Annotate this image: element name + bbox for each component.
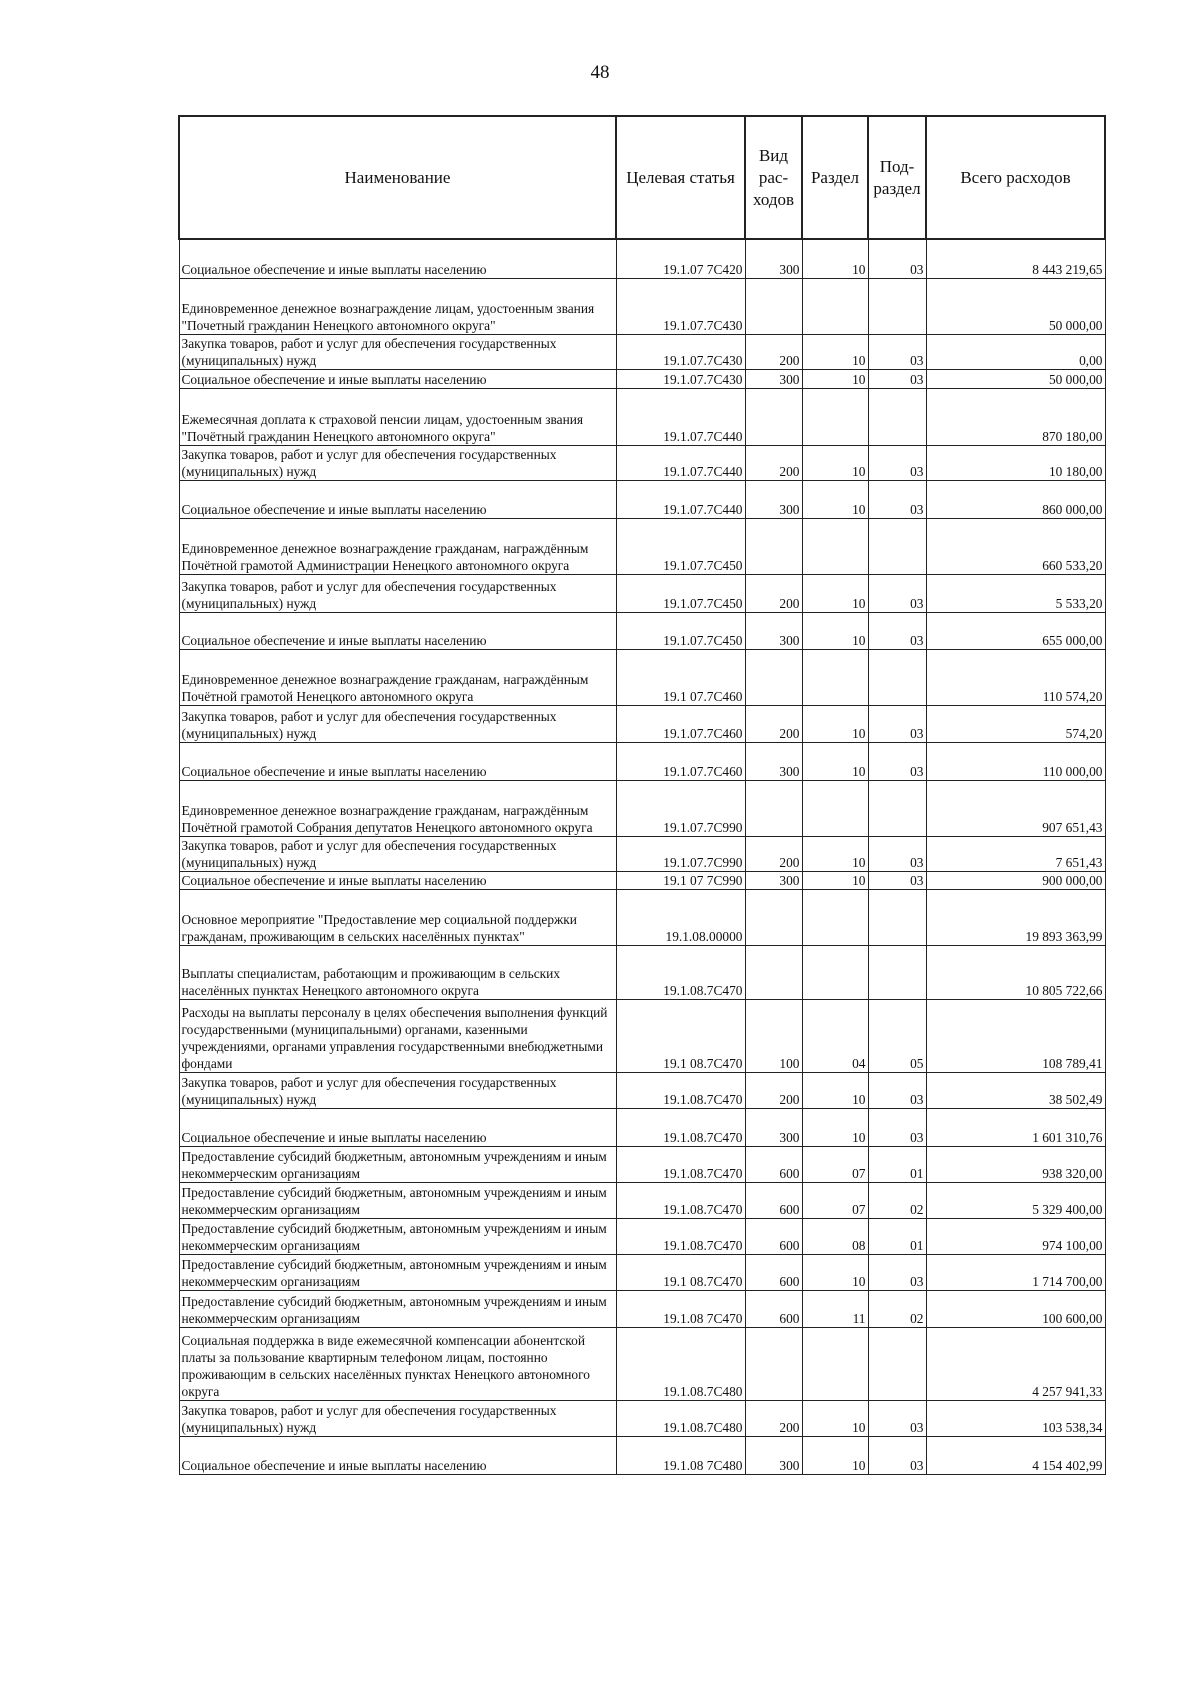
row-vid: 600 xyxy=(745,1290,802,1327)
row-vid xyxy=(745,278,802,334)
row-total: 5 329 400,00 xyxy=(926,1182,1105,1218)
row-name: Предоставление субсидий бюджетным, автономным учреждениям и иным некоммерческим организациям xyxy=(179,1290,616,1327)
row-podrazdel: 03 xyxy=(868,239,926,278)
row-code: 19.1.07.7С430 xyxy=(616,334,745,369)
row-razdel: 10 xyxy=(802,445,868,480)
row-vid: 300 xyxy=(745,239,802,278)
row-podrazdel: 01 xyxy=(868,1146,926,1182)
column-header-razdel: Раздел xyxy=(802,116,868,239)
row-podrazdel xyxy=(868,518,926,574)
table-row xyxy=(179,612,1105,649)
row-code: 19.1.08.00000 xyxy=(616,889,745,945)
row-razdel: 10 xyxy=(802,334,868,369)
row-total: 0,00 xyxy=(926,334,1105,369)
row-name: Закупка товаров, работ и услуг для обеспечения государственных (муниципальных) нужд xyxy=(179,836,616,871)
row-razdel: 11 xyxy=(802,1290,868,1327)
table-row xyxy=(179,445,1105,480)
row-name: Закупка товаров, работ и услуг для обеспечения государственных (муниципальных) нужд xyxy=(179,1400,616,1436)
row-vid: 300 xyxy=(745,1436,802,1474)
row-podrazdel: 03 xyxy=(868,871,926,889)
row-vid xyxy=(745,780,802,836)
row-vid: 200 xyxy=(745,334,802,369)
column-header-name: Наименование xyxy=(179,116,616,239)
row-vid xyxy=(745,649,802,705)
table-header-row xyxy=(179,116,1105,239)
row-razdel: 10 xyxy=(802,612,868,649)
row-total: 100 600,00 xyxy=(926,1290,1105,1327)
row-razdel: 10 xyxy=(802,1436,868,1474)
row-name: Социальное обеспечение и иные выплаты населению xyxy=(179,369,616,388)
row-code: 19.1.07.7С450 xyxy=(616,518,745,574)
row-podrazdel: 03 xyxy=(868,1436,926,1474)
row-vid: 300 xyxy=(745,369,802,388)
table-row xyxy=(179,871,1105,889)
row-podrazdel xyxy=(868,388,926,445)
row-razdel xyxy=(802,780,868,836)
row-code: 19.1 07 7С990 xyxy=(616,871,745,889)
row-name: Единовременное денежное вознаграждение гражданам, награждённым Почётной грамотой Собрания депутатов Ненецкого автономного округа xyxy=(179,780,616,836)
row-code: 19.1.07.7С430 xyxy=(616,278,745,334)
row-code: 19.1.08.7С470 xyxy=(616,1218,745,1254)
column-header-podrazdel: Под- раздел xyxy=(868,116,926,239)
row-razdel: 07 xyxy=(802,1182,868,1218)
row-name: Социальное обеспечение и иные выплаты населению xyxy=(179,742,616,780)
row-name: Расходы на выплаты персоналу в целях обеспечения выполнения функций государственными (муниципальными) органами, казенными учреждениями, органами управления государственными внебюджетными фондами xyxy=(179,999,616,1072)
row-total: 1 601 310,76 xyxy=(926,1108,1105,1146)
row-total: 860 000,00 xyxy=(926,480,1105,518)
table-row xyxy=(179,1108,1105,1146)
row-podrazdel xyxy=(868,780,926,836)
row-razdel xyxy=(802,1327,868,1400)
row-total: 19 893 363,99 xyxy=(926,889,1105,945)
row-total: 5 533,20 xyxy=(926,574,1105,612)
row-total: 974 100,00 xyxy=(926,1218,1105,1254)
row-code: 19.1.07.7С450 xyxy=(616,612,745,649)
row-code: 19.1.08.7С470 xyxy=(616,1108,745,1146)
row-name: Социальное обеспечение и иные выплаты населению xyxy=(179,1436,616,1474)
row-total: 870 180,00 xyxy=(926,388,1105,445)
row-vid: 600 xyxy=(745,1218,802,1254)
row-razdel: 07 xyxy=(802,1146,868,1182)
row-code: 19.1.07.7С440 xyxy=(616,480,745,518)
row-podrazdel: 03 xyxy=(868,445,926,480)
row-vid xyxy=(745,889,802,945)
row-total: 4 154 402,99 xyxy=(926,1436,1105,1474)
row-code: 19.1.07.7С450 xyxy=(616,574,745,612)
row-vid: 600 xyxy=(745,1146,802,1182)
row-razdel: 10 xyxy=(802,1108,868,1146)
row-vid xyxy=(745,518,802,574)
row-code: 19.1.08.7С470 xyxy=(616,1146,745,1182)
table-row xyxy=(179,705,1105,742)
row-vid xyxy=(745,945,802,999)
row-name: Социальное обеспечение и иные выплаты населению xyxy=(179,871,616,889)
row-razdel xyxy=(802,945,868,999)
row-code: 19.1.07.7С990 xyxy=(616,836,745,871)
row-total: 38 502,49 xyxy=(926,1072,1105,1108)
table-row xyxy=(179,334,1105,369)
row-code: 19.1.07 7С420 xyxy=(616,239,745,278)
row-total: 110 000,00 xyxy=(926,742,1105,780)
row-razdel xyxy=(802,278,868,334)
row-code: 19.1 07.7С460 xyxy=(616,649,745,705)
row-code: 19.1 08.7С470 xyxy=(616,999,745,1072)
column-header-total: Всего расходов xyxy=(926,116,1105,239)
row-razdel: 10 xyxy=(802,480,868,518)
row-code: 19.1.08.7С470 xyxy=(616,945,745,999)
row-podrazdel: 03 xyxy=(868,334,926,369)
table-row xyxy=(179,1254,1105,1290)
row-podrazdel: 03 xyxy=(868,1254,926,1290)
table-row xyxy=(179,239,1105,278)
row-total: 10 180,00 xyxy=(926,445,1105,480)
row-total: 907 651,43 xyxy=(926,780,1105,836)
table-row xyxy=(179,1436,1105,1474)
row-total: 4 257 941,33 xyxy=(926,1327,1105,1400)
row-podrazdel: 03 xyxy=(868,836,926,871)
table-row xyxy=(179,278,1105,334)
row-name: Закупка товаров, работ и услуг для обеспечения государственных (муниципальных) нужд xyxy=(179,705,616,742)
row-name: Выплаты специалистам, работающим и проживающим в сельских населённых пунктах Ненецкого автономного округа xyxy=(179,945,616,999)
row-razdel xyxy=(802,518,868,574)
row-razdel xyxy=(802,889,868,945)
row-total: 7 651,43 xyxy=(926,836,1105,871)
row-podrazdel: 01 xyxy=(868,1218,926,1254)
table-row xyxy=(179,480,1105,518)
row-code: 19.1.08 7С480 xyxy=(616,1436,745,1474)
row-razdel: 10 xyxy=(802,742,868,780)
row-vid: 200 xyxy=(745,574,802,612)
row-code: 19.1.07.7С460 xyxy=(616,705,745,742)
row-vid xyxy=(745,1327,802,1400)
table-row xyxy=(179,649,1105,705)
row-razdel xyxy=(802,388,868,445)
row-code: 19.1.07.7С430 xyxy=(616,369,745,388)
row-podrazdel: 03 xyxy=(868,1108,926,1146)
table-row xyxy=(179,1218,1105,1254)
row-vid: 300 xyxy=(745,742,802,780)
row-code: 19.1.08.7С470 xyxy=(616,1072,745,1108)
row-podrazdel: 03 xyxy=(868,480,926,518)
row-code: 19.1.07.7С440 xyxy=(616,445,745,480)
row-razdel: 10 xyxy=(802,705,868,742)
row-vid: 300 xyxy=(745,480,802,518)
row-total: 900 000,00 xyxy=(926,871,1105,889)
row-total: 50 000,00 xyxy=(926,278,1105,334)
row-name: Предоставление субсидий бюджетным, автономным учреждениям и иным некоммерческим организациям xyxy=(179,1182,616,1218)
row-vid: 600 xyxy=(745,1182,802,1218)
row-razdel: 10 xyxy=(802,836,868,871)
row-name: Предоставление субсидий бюджетным, автономным учреждениям и иным некоммерческим организациям xyxy=(179,1254,616,1290)
row-name: Социальное обеспечение и иные выплаты населению xyxy=(179,480,616,518)
row-vid: 200 xyxy=(745,836,802,871)
row-podrazdel: 03 xyxy=(868,574,926,612)
row-total: 108 789,41 xyxy=(926,999,1105,1072)
row-razdel: 10 xyxy=(802,239,868,278)
row-code: 19.1.07.7С440 xyxy=(616,388,745,445)
row-vid: 300 xyxy=(745,612,802,649)
row-name: Закупка товаров, работ и услуг для обеспечения государственных (муниципальных) нужд xyxy=(179,574,616,612)
column-header-code: Целевая статья xyxy=(616,116,745,239)
row-podrazdel: 03 xyxy=(868,1072,926,1108)
row-total: 574,20 xyxy=(926,705,1105,742)
row-razdel: 08 xyxy=(802,1218,868,1254)
table-row xyxy=(179,836,1105,871)
table-row xyxy=(179,945,1105,999)
row-name: Социальная поддержка в виде ежемесячной компенсации абонентской платы за пользование квартирным телефоном лицам, постоянно проживающим в сельских населённых пунктах Ненецкого автономного округа xyxy=(179,1327,616,1400)
row-name: Единовременное денежное вознаграждение гражданам, награждённым Почётной грамотой Администрации Ненецкого автономного округа xyxy=(179,518,616,574)
row-razdel: 10 xyxy=(802,871,868,889)
row-podrazdel xyxy=(868,945,926,999)
row-podrazdel xyxy=(868,278,926,334)
row-name: Социальное обеспечение и иные выплаты населению xyxy=(179,612,616,649)
row-vid: 200 xyxy=(745,1400,802,1436)
row-name: Предоставление субсидий бюджетным, автономным учреждениям и иным некоммерческим организациям xyxy=(179,1146,616,1182)
row-vid: 300 xyxy=(745,1108,802,1146)
row-podrazdel: 03 xyxy=(868,705,926,742)
row-total: 10 805 722,66 xyxy=(926,945,1105,999)
row-name: Предоставление субсидий бюджетным, автономным учреждениям и иным некоммерческим организациям xyxy=(179,1218,616,1254)
row-name: Закупка товаров, работ и услуг для обеспечения государственных (муниципальных) нужд xyxy=(179,445,616,480)
table-row xyxy=(179,1327,1105,1400)
row-razdel: 10 xyxy=(802,369,868,388)
row-razdel xyxy=(802,649,868,705)
page-number: 48 xyxy=(590,62,610,83)
row-podrazdel xyxy=(868,889,926,945)
row-razdel: 04 xyxy=(802,999,868,1072)
table-row xyxy=(179,780,1105,836)
row-podrazdel: 02 xyxy=(868,1290,926,1327)
row-name: Социальное обеспечение и иные выплаты населению xyxy=(179,1108,616,1146)
row-podrazdel: 03 xyxy=(868,369,926,388)
table-row xyxy=(179,574,1105,612)
row-razdel: 10 xyxy=(802,1072,868,1108)
table-row xyxy=(179,388,1105,445)
row-code: 19.1.07.7С460 xyxy=(616,742,745,780)
table-row xyxy=(179,999,1105,1072)
row-vid: 600 xyxy=(745,1254,802,1290)
row-code: 19.1.08.7С470 xyxy=(616,1182,745,1218)
row-code: 19.1 08.7С470 xyxy=(616,1254,745,1290)
row-total: 660 533,20 xyxy=(926,518,1105,574)
budget-table xyxy=(178,115,1106,1475)
row-total: 8 443 219,65 xyxy=(926,239,1105,278)
row-total: 50 000,00 xyxy=(926,369,1105,388)
row-razdel: 10 xyxy=(802,1254,868,1290)
row-podrazdel xyxy=(868,1327,926,1400)
row-name: Основное мероприятие "Предоставление мер социальной поддержки гражданам, проживающим в сельских населённых пунктах" xyxy=(179,889,616,945)
table-body xyxy=(179,239,1105,1474)
table-row xyxy=(179,1072,1105,1108)
row-vid: 200 xyxy=(745,705,802,742)
table-row xyxy=(179,1182,1105,1218)
row-name: Ежемесячная доплата к страховой пенсии лицам, удостоенным звания "Почётный гражданин Ненецкого автономного округа" xyxy=(179,388,616,445)
row-podrazdel: 03 xyxy=(868,742,926,780)
row-name: Закупка товаров, работ и услуг для обеспечения государственных (муниципальных) нужд xyxy=(179,1072,616,1108)
row-name: Закупка товаров, работ и услуг для обеспечения государственных (муниципальных) нужд xyxy=(179,334,616,369)
row-name: Единовременное денежное вознаграждение гражданам, награждённым Почётной грамотой Ненецкого автономного округа xyxy=(179,649,616,705)
table-row xyxy=(179,742,1105,780)
row-total: 1 714 700,00 xyxy=(926,1254,1105,1290)
row-vid: 200 xyxy=(745,1072,802,1108)
row-total: 103 538,34 xyxy=(926,1400,1105,1436)
row-vid: 100 xyxy=(745,999,802,1072)
row-code: 19.1.08.7С480 xyxy=(616,1327,745,1400)
row-podrazdel: 02 xyxy=(868,1182,926,1218)
row-vid: 200 xyxy=(745,445,802,480)
table-row xyxy=(179,369,1105,388)
row-podrazdel: 05 xyxy=(868,999,926,1072)
row-name: Социальное обеспечение и иные выплаты населению xyxy=(179,239,616,278)
row-total: 110 574,20 xyxy=(926,649,1105,705)
row-total: 655 000,00 xyxy=(926,612,1105,649)
row-code: 19.1.08.7С480 xyxy=(616,1400,745,1436)
row-podrazdel xyxy=(868,649,926,705)
table-row xyxy=(179,1290,1105,1327)
table-row xyxy=(179,889,1105,945)
row-vid: 300 xyxy=(745,871,802,889)
row-podrazdel: 03 xyxy=(868,1400,926,1436)
row-code: 19.1.08 7С470 xyxy=(616,1290,745,1327)
table-row xyxy=(179,1400,1105,1436)
row-razdel: 10 xyxy=(802,1400,868,1436)
row-name: Единовременное денежное вознаграждение лицам, удостоенным звания "Почетный гражданин Ненецкого автономного округа" xyxy=(179,278,616,334)
column-header-vid: Вид рас- ходов xyxy=(745,116,802,239)
row-razdel: 10 xyxy=(802,574,868,612)
row-vid xyxy=(745,388,802,445)
row-total: 938 320,00 xyxy=(926,1146,1105,1182)
table-row xyxy=(179,518,1105,574)
table-row xyxy=(179,1146,1105,1182)
row-code: 19.1.07.7С990 xyxy=(616,780,745,836)
row-podrazdel: 03 xyxy=(868,612,926,649)
